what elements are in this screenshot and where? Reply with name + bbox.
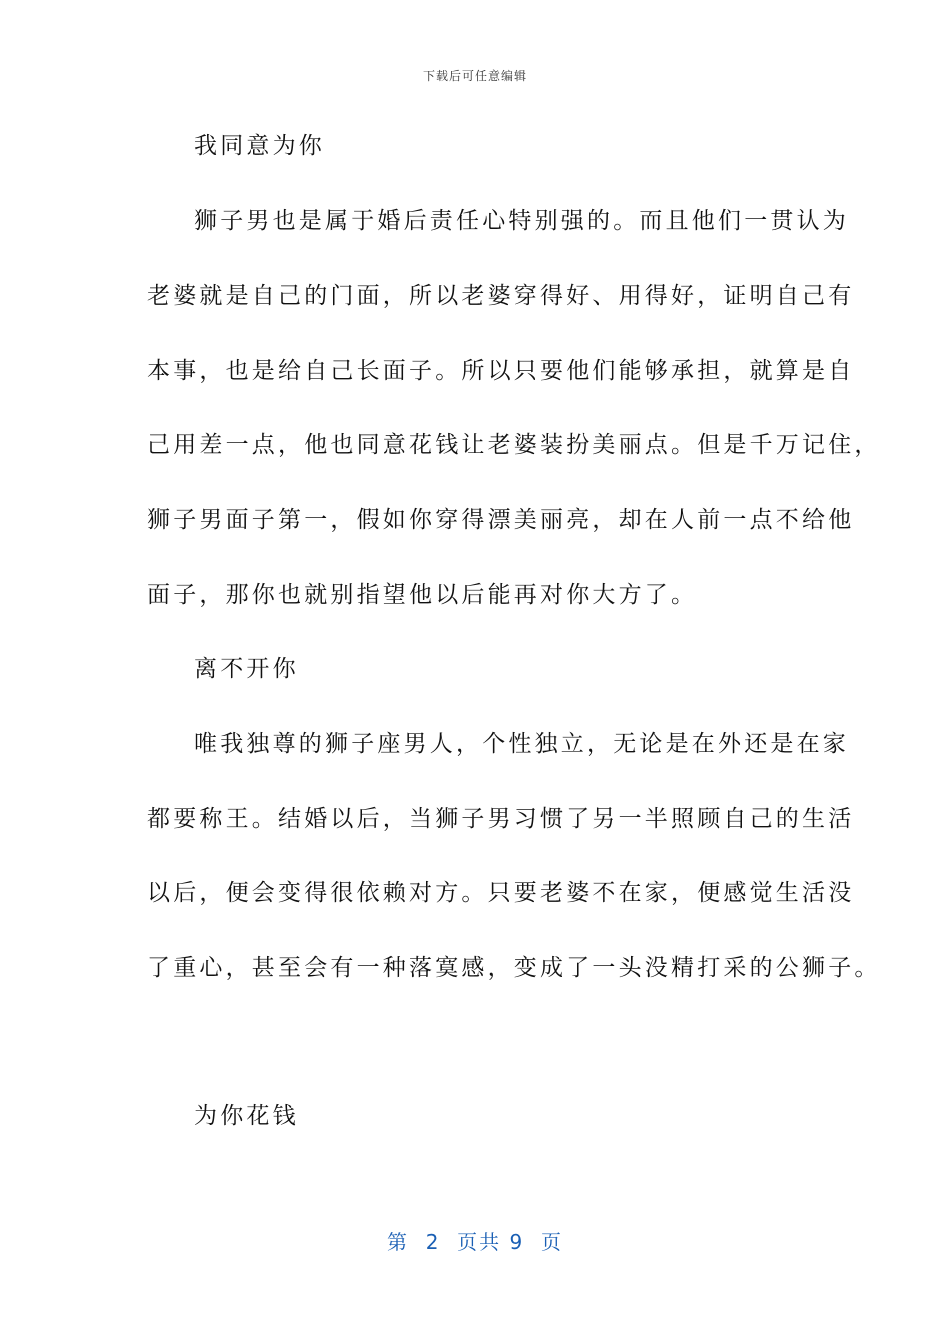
page-number-footer: 第 2 页共 9 页 — [387, 1230, 563, 1254]
paragraph-line: 本事，也是给自己长面子。所以只要他们能够承担，就算是自 — [147, 358, 855, 384]
section-heading-spend: 为你花钱 — [194, 1103, 299, 1129]
paragraph-line: 以后，便会变得很依赖对方。只要老婆不在家，便感觉生活没 — [147, 880, 855, 906]
paragraph-line: 都要称王。结婚以后，当狮子男习惯了另一半照顾自己的生活 — [147, 806, 855, 832]
paragraph-line: 唯我独尊的狮子座男人，个性独立，无论是在外还是在家 — [194, 731, 849, 757]
paragraph-line: 狮子男面子第一，假如你穿得漂美丽亮，却在人前一点不给他 — [147, 507, 855, 533]
paragraph-line: 狮子男也是属于婚后责任心特别强的。而且他们一贯认为 — [194, 208, 849, 234]
section-heading-inseparable: 离不开你 — [194, 656, 299, 682]
paragraph-line: 己用差一点，他也同意花钱让老婆装扮美丽点。但是千万记住， — [147, 432, 881, 458]
section-heading-agree: 我同意为你 — [194, 133, 325, 159]
paragraph-line: 老婆就是自己的门面，所以老婆穿得好、用得好，证明自己有 — [147, 283, 855, 309]
paragraph-line: 了重心，甚至会有一种落寞感，变成了一头没精打采的公狮子。 — [147, 955, 881, 981]
paragraph-line: 面子，那你也就别指望他以后能再对你大方了。 — [147, 582, 698, 608]
page-header-note: 下载后可任意编辑 — [422, 69, 527, 83]
